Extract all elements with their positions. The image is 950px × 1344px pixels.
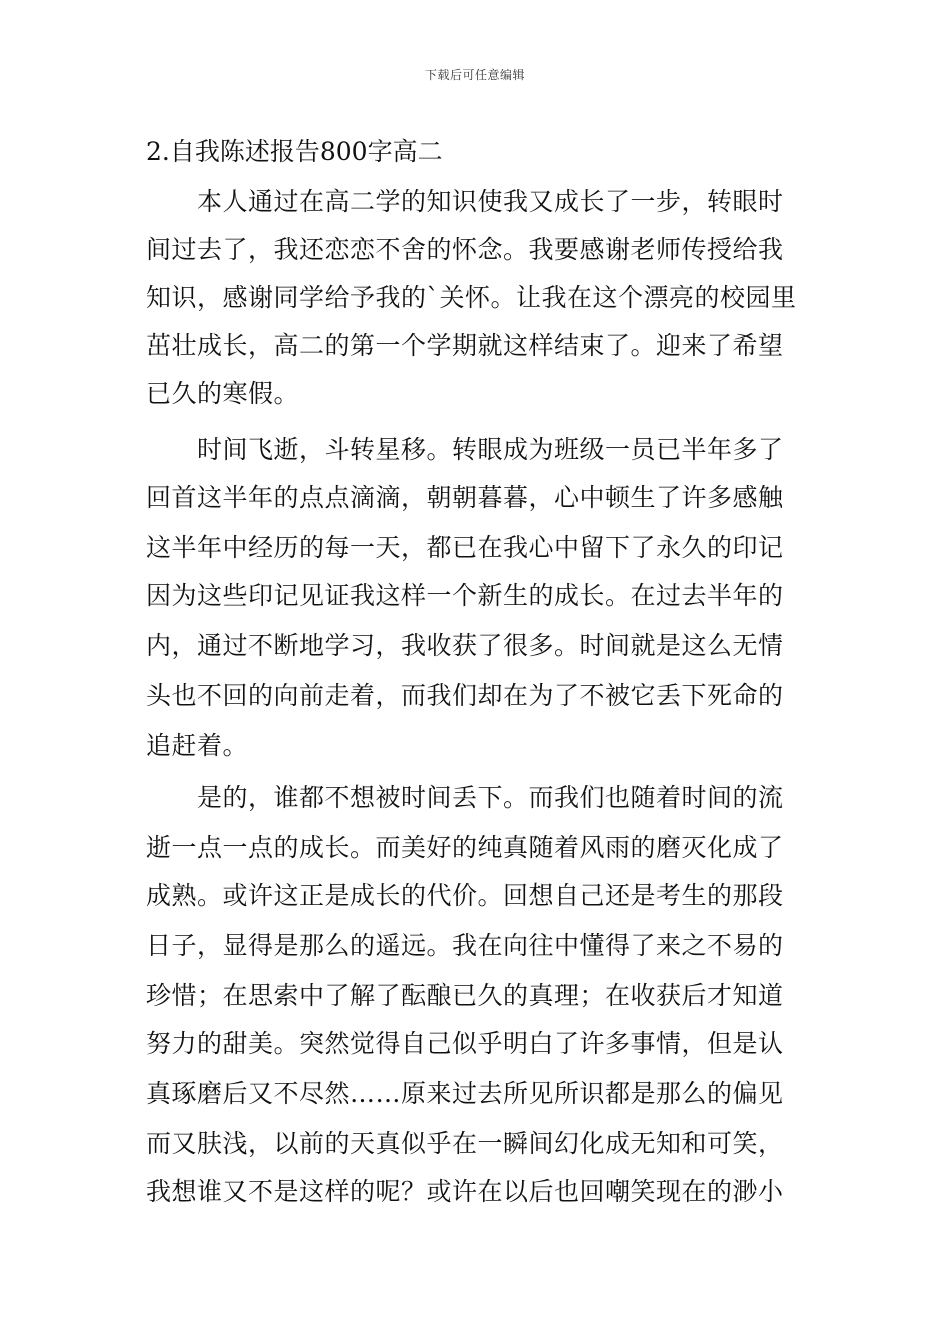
paragraph-2-line-5: 内，通过不断地学习，我收获了很多。时间就是这么无情 bbox=[146, 631, 784, 660]
paragraph-1-line-2: 间过去了，我还恋恋不舍的怀念。我要感谢老师传授给我 bbox=[146, 235, 784, 264]
document-title: 2.自我陈述报告800字高二 bbox=[146, 137, 443, 166]
paragraph-2-line-3: 这半年中经历的每一天，都已在我心中留下了永久的印记 bbox=[146, 533, 784, 562]
paragraph-3-line-6: 努力的甜美。突然觉得自己似乎明白了许多事情，但是认 bbox=[146, 1029, 784, 1058]
paragraph-3-line-4: 日子，显得是那么的遥远。我在向往中懂得了来之不易的 bbox=[146, 931, 784, 960]
paragraph-3-line-8: 而又肤浅，以前的天真似乎在一瞬间幻化成无知和可笑， bbox=[146, 1129, 784, 1158]
paragraph-3-line-2: 逝一点一点的成长。而美好的纯真随着风雨的磨灭化成了 bbox=[146, 833, 784, 862]
paragraph-1-line-3: 知识，感谢同学给予我的`关怀。让我在这个漂亮的校园里 bbox=[146, 283, 797, 312]
paragraph-2-line-2: 回首这半年的点点滴滴，朝朝暮暮，心中顿生了许多感触 bbox=[146, 483, 784, 512]
paragraph-2-line-1: 时间飞逝，斗转星移。转眼成为班级一员已半年多了 bbox=[197, 435, 784, 464]
paragraph-2-line-7: 追赶着。 bbox=[146, 731, 249, 760]
paragraph-1-line-5: 已久的寒假。 bbox=[146, 379, 300, 408]
paragraph-2-line-6: 头也不回的向前走着，而我们却在为了不被它丢下死命的 bbox=[146, 681, 784, 710]
paragraph-3-line-9: 我想谁又不是这样的呢？或许在以后也回嘲笑现在的渺小 bbox=[146, 1177, 784, 1206]
page-header-note: 下载后可任意编辑 bbox=[424, 68, 525, 82]
paragraph-3-line-3: 成熟。或许这正是成长的代价。回想自己还是考生的那段 bbox=[146, 881, 784, 910]
paragraph-3-line-7: 真琢磨后又不尽然……原来过去所见所识都是那么的偏见 bbox=[146, 1079, 784, 1108]
paragraph-1-line-4: 茁壮成长，高二的第一个学期就这样结束了。迎来了希望 bbox=[146, 331, 784, 360]
paragraph-3-line-5: 珍惜；在思索中了解了酝酿已久的真理；在收获后才知道 bbox=[146, 981, 784, 1010]
paragraph-3-line-1: 是的，谁都不想被时间丢下。而我们也随着时间的流 bbox=[197, 783, 784, 812]
paragraph-1-line-1: 本人通过在高二学的知识使我又成长了一步，转眼时 bbox=[197, 187, 784, 216]
paragraph-2-line-4: 因为这些印记见证我这样一个新生的成长。在过去半年的 bbox=[146, 581, 784, 610]
